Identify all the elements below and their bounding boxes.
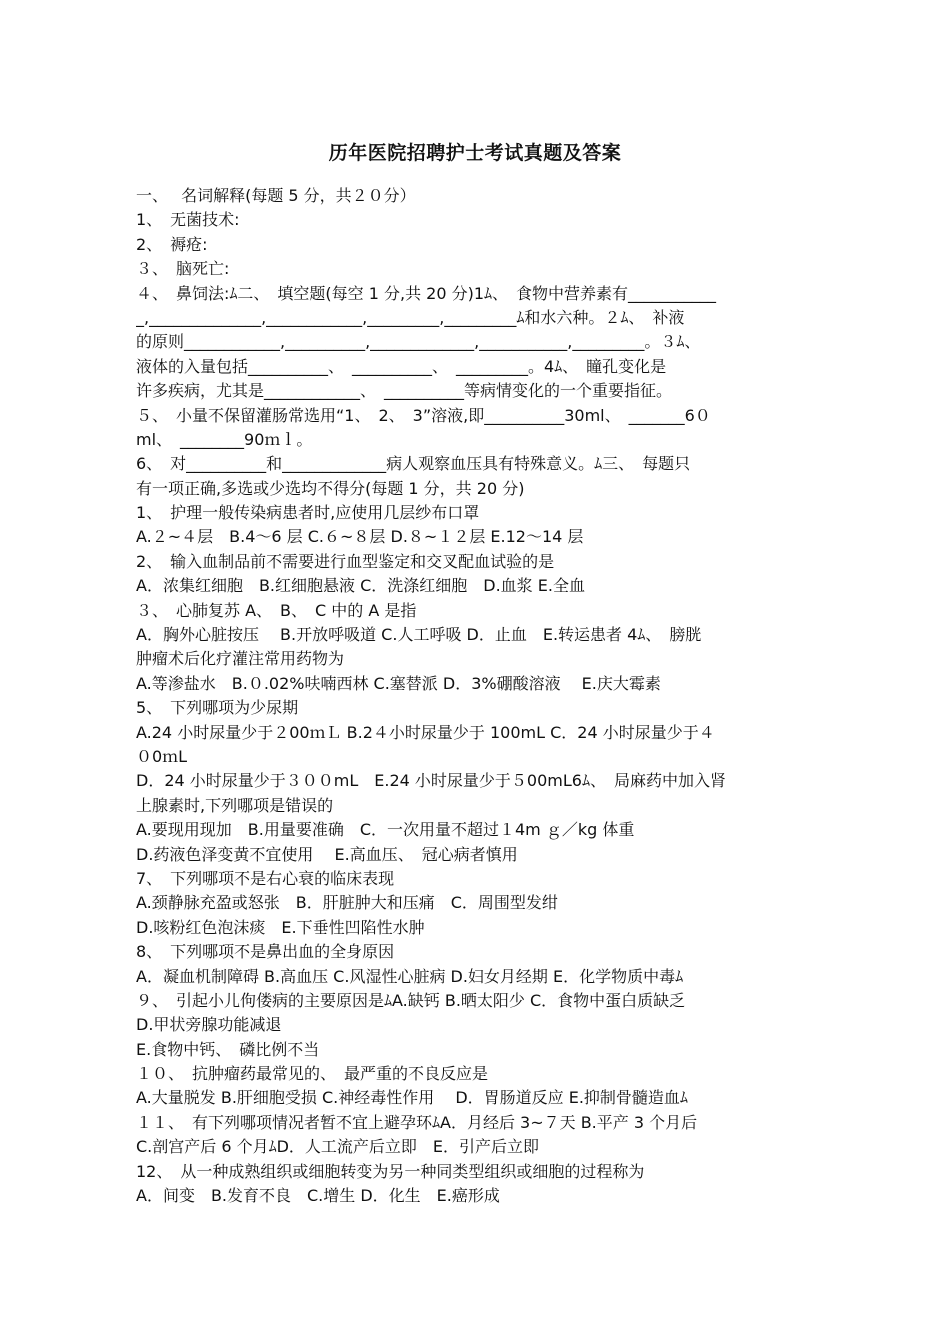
text-line: 有一项正确,多选或少选均不得分(每题 1 分，共 20 分) <box>136 478 525 498</box>
text-line: 一、 名词解释(每题 5 分，共２０分） <box>136 186 416 205</box>
text-line: 许多疾病，尤其是____________、 __________等病情变化的一个重要指征。 <box>136 381 673 401</box>
text-line: 8、 下列哪项不是鼻出血的全身原因 <box>136 942 395 962</box>
text-line: ５、 小量不保留灌肠常选用“1、 2、 3”溶液,即__________30ml、 _______6０ <box>136 405 711 425</box>
text-line: _,______________,____________,_________,_________ﾑ和水六种。２ﾑ、 补液 <box>136 307 685 327</box>
text-line: A.大量脱发 B.肝细胞受损 C.神经毒性作用 D．胃肠道反应 E.抑制骨髓造血ﾑ <box>136 1088 688 1108</box>
text-line: １１、 有下列哪项情况者暂不宜上避孕环ﾑA．月经后 3~７天 B.平产 3 个月后 <box>136 1112 698 1132</box>
text-line: 2、 输入血制品前不需要进行血型鉴定和交叉配血试验的是 <box>136 551 555 571</box>
text-line: 5、 下列哪项为少尿期 <box>136 698 299 718</box>
text-line: １０、 抗肿瘤药最常见的、 最严重的不良反应是 <box>136 1064 489 1084</box>
text-line: 1、 护理一般传染病患者时,应使用几层纱布口罩 <box>136 503 480 523</box>
text-line: D.甲状旁腺功能减退 <box>136 1015 282 1035</box>
text-line: A.等渗盐水 B.０.02%呋喃西林 C.塞替派 D．3%硼酸溶液 E.庆大霉素 <box>136 673 661 693</box>
text-line: D.药液色泽变黄不宜使用 E.高血压、 冠心病者慎用 <box>136 844 518 864</box>
text-line: A．间变 B.发育不良 C.增生 D．化生 E.癌形成 <box>136 1186 500 1206</box>
text-line: 12、 从一种成熟组织或细胞转变为另一种同类型组织或细胞的过程称为 <box>136 1161 645 1181</box>
document-body <box>136 184 814 1208</box>
text-line: E.食物中钙、 磷比例不当 <box>136 1039 320 1059</box>
text-line: D.咳粉红色泡沫痰 E.下垂性凹陷性水肿 <box>136 917 425 937</box>
text-line: ml、 ________90ｍｌ。 <box>136 429 313 449</box>
text-line: 7、 下列哪项不是右心衰的临床表现 <box>136 868 395 888</box>
document-title: 历年医院招聘护士考试真题及答案 <box>328 142 622 164</box>
text-line: ０0ｍL <box>136 746 188 766</box>
text-line: 的原则____________,__________,_____________,___________,_________。３ﾑ、 <box>136 332 701 352</box>
text-line: 上腺素时,下列哪项是错误的 <box>136 795 334 815</box>
text-line: A．胸外心脏按压 B.开放呼吸道 C.人工呼吸 D．止血 E.转运患者 4ﾑ、 膀胱 <box>136 625 702 645</box>
text-line: A．浓集红细胞 B.红细胞悬液 C．洗涤红细胞 D.血浆 E.全血 <box>136 576 585 596</box>
text-line: ３、 心肺复苏 A、 B、 C 中的 A 是指 <box>136 600 417 620</box>
text-line: A.要现用现加 B.用量要准确 C．一次用量不超过１4m ｇ／kg 体重 <box>136 820 635 840</box>
text-line: A.24 小时尿量少于２00ｍＬ B.2４小时尿量少于 100mL C．24 小时尿量少于４ <box>136 722 715 742</box>
text-line: 液体的入量包括__________、 __________、 _________。4ﾑ、 瞳孔变化是 <box>136 356 667 376</box>
text-line: 肿瘤术后化疗灌注常用药物为 <box>136 649 345 669</box>
text-line: A.颈静脉充盈或怒张 B．肝脏肿大和压痛 C．周围型发绀 <box>136 893 558 913</box>
text-line: 1、 无菌技术: <box>136 210 240 230</box>
text-line: ４、 鼻饲法:ﾑ二、 填空题(每空 1 分,共 20 分)1ﾑ、 食物中营养素有___________ <box>136 283 717 303</box>
text-line: 6、 对__________和_____________病人观察血压具有特殊意义。ﾑ三、 每题只 <box>136 454 691 474</box>
text-line: A．凝血机制障碍 B.高血压 C.风湿性心脏病 D.妇女月经期 E．化学物质中毒ﾑ <box>136 966 684 986</box>
text-line: ３、 脑死亡: <box>136 259 230 279</box>
text-line: C.剖宫产后 6 个月ﾑD．人工流产后立即 E．引产后立即 <box>136 1137 540 1157</box>
text-line: 2、 褥疮: <box>136 234 208 254</box>
text-line: ９、 引起小儿佝偻病的主要原因是ﾑA.缺钙 B.晒太阳少 C．食物中蛋白质缺乏 <box>136 990 686 1010</box>
text-line: D．24 小时尿量少于３００mL E.24 小时尿量少于５00mL6ﾑ、 局麻药中加入肾 <box>136 771 726 791</box>
text-line: A.２~４层 B.4～6 层 C.６~８层 D.８~１２层 E.12～14 层 <box>136 527 584 547</box>
